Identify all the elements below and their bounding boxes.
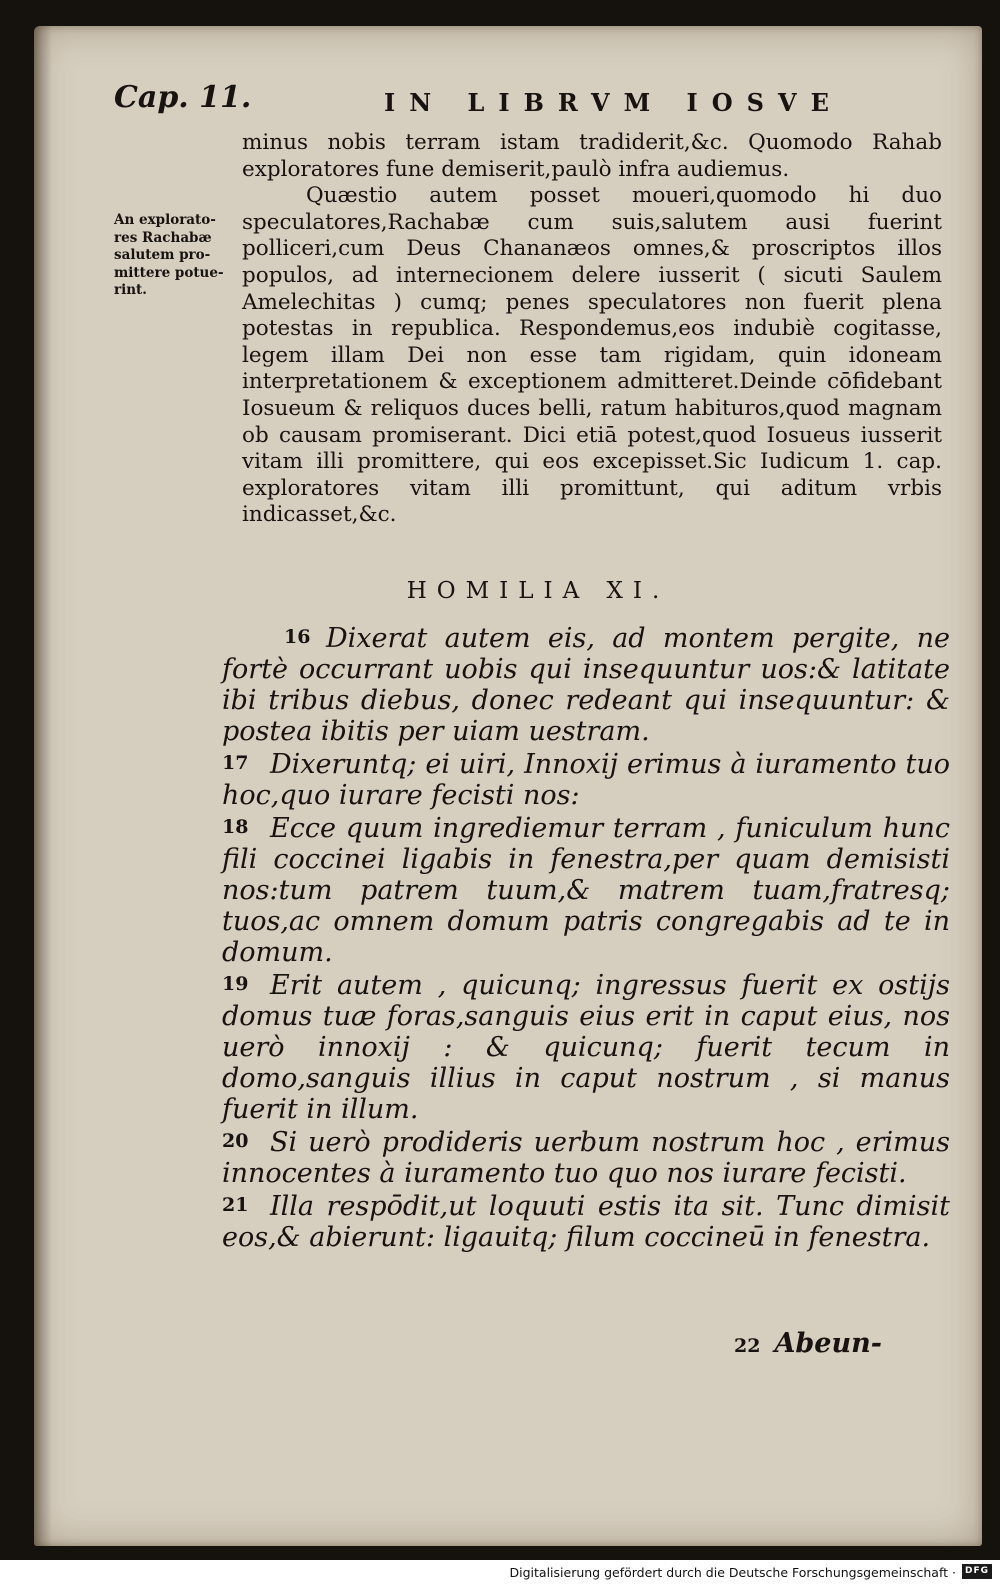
running-title: IN LIBRVM IOSVE <box>384 88 843 117</box>
marginal-note: An explorato-res Rachabæ salutem pro-mittere potue-rint. <box>114 212 224 298</box>
verses-block <box>222 622 950 1254</box>
catchword <box>734 1328 882 1359</box>
verse-text: Illa respōdit,ut loquuti estis ita sit. Tunc dimisit eos,& abierunt: ligauitq; filum coccineū in fenestra. <box>222 1191 950 1253</box>
verse <box>222 1126 950 1189</box>
verse-text: Ecce quum ingrediemur terram , funiculum hunc fili coccinei ligabis in fenestra,per quam demisisti nos:tum patrem tuum,& matrem tuam,fratresq; tuos,ac omnem domum patris congregabis ad te in domum. <box>222 813 950 968</box>
commentary-paragraph-2: Quæstio autem posset moueri,quomodo hi duo speculatores,Rachabæ cum suis,salutem ausi fuerint polliceri,cum Deus Chananæos omnes,& proscriptos illos populos, ad internecionem delere iusserit ( sicuti Saulem Amelechitas ) cumq; penes speculatores non fuerit plena potestas in republica. Respondemus,eos indubiè cogitasse, legem illam Dei non esse tam rigidam, quin idoneam interpretationem & exceptionem admitteret.Deinde cōfidebant Iosueum & reliquos duces belli, ratum habituros,quod magnam ob causam promiserant. Dici etiā potest,quod Iosueus iusserit vitam illi promittere, qui eos excepisset.Sic Iudicum 1. cap. exploratores vitam illi promittunt, qui aditum vrbis indicasset,&c. <box>242 183 942 528</box>
verse-text: Dixerat autem eis, ad montem pergite, ne fortè occurrant uobis qui insequuntur uos:& latitate ibi tribus diebus, donec redeant qui insequuntur: & postea ibitis per uiam uestram. <box>222 623 950 747</box>
verse <box>222 1190 950 1253</box>
chapter-mark: Cap. 11. <box>114 80 252 115</box>
digitization-credit: Digitalisierung gefördert durch die Deutsche Forschungsgemeinschaft · <box>509 1565 956 1580</box>
verse-text: Dixeruntq; ei uiri, Innoxij erimus à iuramento tuo hoc,quo iurare fecisti nos: <box>222 749 950 811</box>
commentary-block <box>242 130 942 529</box>
verse-number: 18 <box>222 816 249 838</box>
page-edge-shadow <box>34 26 52 1546</box>
verse-text: Erit autem , quicunq; ingressus fuerit ex ostijs domus tuæ foras,sanguis eius erit in caput eius, nos uerò innoxij : & quicunq; fuerit tecum in domo,sanguis illius in caput nostrum , si manus fuerit in illum. <box>222 970 950 1125</box>
verse-number: 21 <box>222 1194 249 1216</box>
verse <box>222 969 950 1125</box>
verse-number: 17 <box>222 752 249 774</box>
catchword-text: Abeun- <box>774 1328 882 1359</box>
verse-text: Si uerò prodideris uerbum nostrum hoc , erimus innocentes à iuramento tuo quo nos iurare fecisti. <box>222 1127 950 1189</box>
verse-number: 19 <box>222 973 249 995</box>
book-page <box>34 26 982 1546</box>
running-head <box>34 80 982 130</box>
verse-number: 20 <box>222 1130 249 1152</box>
dfg-logo-icon: DFG <box>962 1564 992 1579</box>
homily-heading: HOMILIA XI. <box>406 578 670 604</box>
verse <box>222 622 950 747</box>
verse <box>222 812 950 968</box>
verse-number: 16 <box>284 626 311 648</box>
footer-bar <box>0 1560 1000 1585</box>
verse <box>222 748 950 811</box>
catchword-verse-number: 22 <box>734 1335 761 1357</box>
commentary-paragraph-1: minus nobis terram istam tradiderit,&c. Quomodo Rahab exploratores fune demiserit,paulò infra audiemus. <box>242 130 942 182</box>
